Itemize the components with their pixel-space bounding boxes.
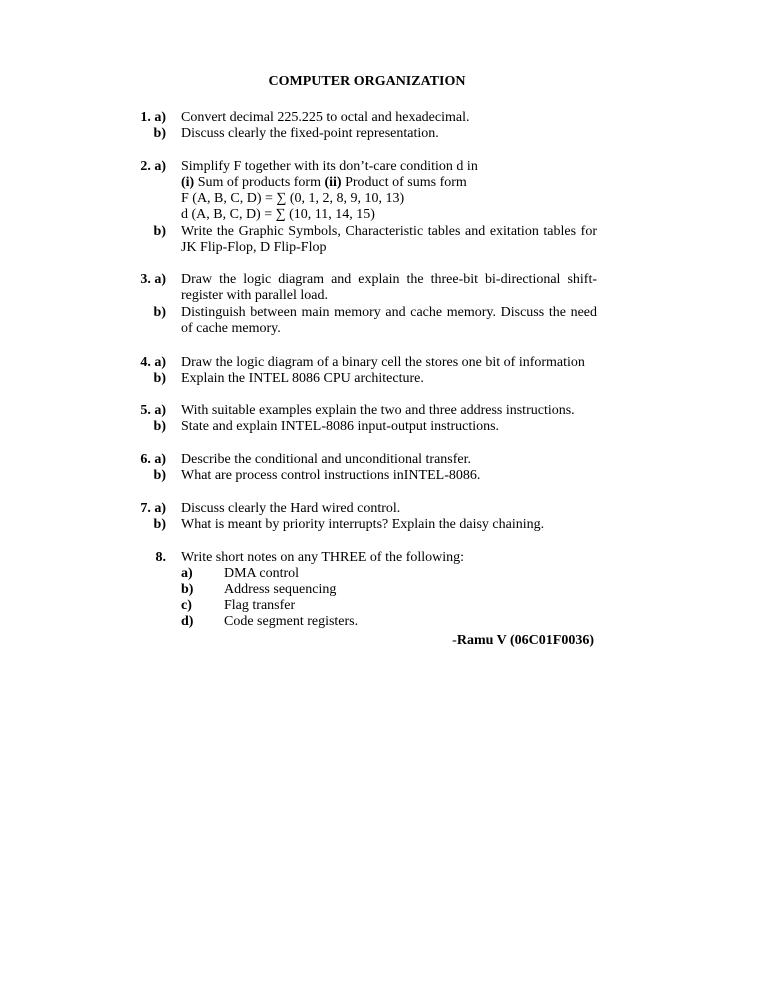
- q4b-text: Explain the INTEL 8086 CPU architecture.: [181, 371, 424, 386]
- q8-item-text: Flag transfer: [224, 598, 296, 613]
- q3b-text: Distinguish between main memory and cache memory. Discuss the need of cache memory.: [181, 305, 597, 336]
- q3b-number: b): [153, 305, 166, 320]
- q7a-number: 7. a): [140, 501, 166, 516]
- q2a-d-expression: d (A, B, C, D) = ∑ (10, 11, 14, 15): [181, 207, 375, 222]
- q5a-number: 5. a): [140, 403, 166, 418]
- q5a-text: With suitable examples explain the two and three address instructions.: [181, 403, 575, 418]
- q6a-text: Describe the conditional and unconditional transfer.: [181, 452, 472, 467]
- q2a-text: Simplify F together with its don’t-care condition d in: [181, 159, 478, 174]
- q2a-form-ii-text: Product of sums form: [341, 175, 467, 190]
- page-title: COMPUTER ORGANIZATION: [268, 74, 466, 89]
- q8-item-text: Code segment registers.: [224, 614, 359, 629]
- q7a-text: Discuss clearly the Hard wired control.: [181, 501, 401, 516]
- q8-item-text: Address sequencing: [224, 582, 337, 597]
- q2a-form-ii-label: (ii): [324, 175, 342, 190]
- q8-item-label: b): [181, 582, 194, 597]
- signature-dash: -: [452, 633, 457, 648]
- q6b-text: What are process control instructions inINTEL-8086.: [181, 468, 481, 483]
- q3a-number: 3. a): [140, 272, 166, 287]
- q8-item-text: DMA control: [224, 566, 300, 581]
- q2a-number: 2. a): [140, 159, 166, 174]
- q2b-text: Write the Graphic Symbols, Characteristic tables and exitation tables for JK Flip-Flop, D Flip-Flop: [181, 224, 597, 255]
- q8-item-label: c): [181, 598, 192, 613]
- q6a-number: 6. a): [140, 452, 166, 467]
- q4a-text: Draw the logic diagram of a binary cell the stores one bit of information: [181, 355, 585, 370]
- q4b-number: b): [153, 371, 166, 386]
- q2a-form-i-text: Sum of products form: [194, 175, 325, 190]
- q1a-text: Convert decimal 225.225 to octal and hexadecimal.: [181, 110, 470, 125]
- q1b-text: Discuss clearly the fixed-point representation.: [181, 126, 439, 141]
- q3a-text: Draw the logic diagram and explain the three-bit bi-directional shift-register with parallel load.: [181, 272, 597, 303]
- q2a-forms-line: [181, 175, 467, 191]
- q5b-text: State and explain INTEL-8086 input-output instructions.: [181, 419, 500, 434]
- author-signature: [452, 633, 594, 649]
- q2a-form-i-label: (i): [181, 175, 195, 190]
- q1a-number: 1. a): [140, 110, 166, 125]
- q7b-text: What is meant by priority interrupts? Explain the daisy chaining.: [181, 517, 545, 532]
- q7b-number: b): [153, 517, 166, 532]
- q8-number: 8.: [155, 550, 166, 565]
- q4a-number: 4. a): [140, 355, 166, 370]
- q2b-number: b): [153, 224, 166, 239]
- q8-item-label: a): [181, 566, 193, 581]
- q6b-number: b): [153, 468, 166, 483]
- q8-item-label: d): [181, 614, 194, 629]
- q8-text: Write short notes on any THREE of the following:: [181, 550, 465, 565]
- signature-name: Ramu V (06C01F0036): [456, 633, 594, 648]
- q1b-number: b): [153, 126, 166, 141]
- q5b-number: b): [153, 419, 166, 434]
- q2a-f-expression: F (A, B, C, D) = ∑ (0, 1, 2, 8, 9, 10, 13): [181, 191, 405, 206]
